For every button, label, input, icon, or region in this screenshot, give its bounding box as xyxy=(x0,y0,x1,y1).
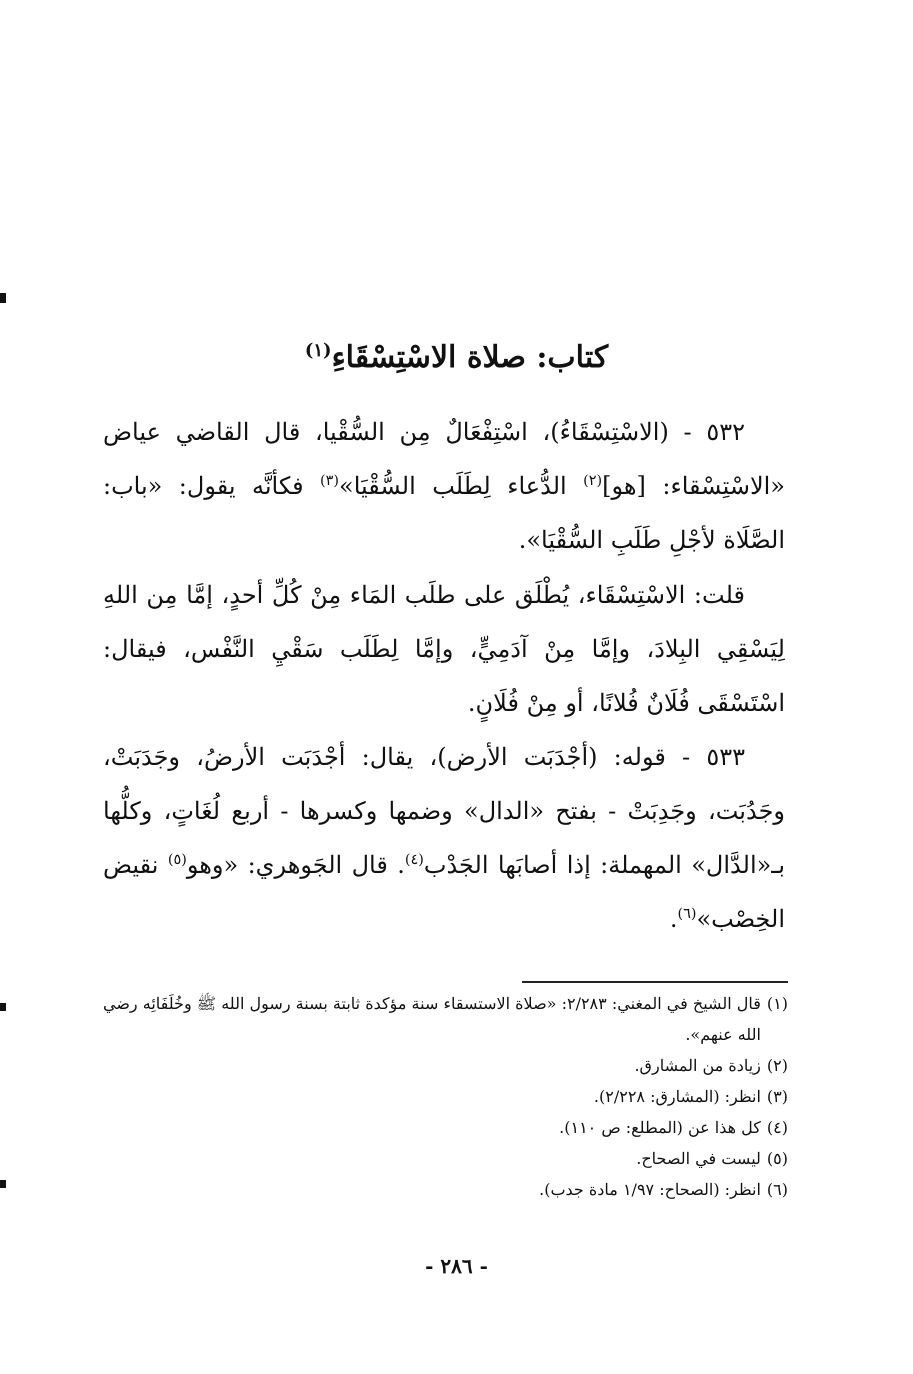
footnote-text: كل هذا عن (المطلع: ص ١١٠). xyxy=(559,1118,761,1137)
paragraph-532 xyxy=(103,405,785,567)
footnote-item xyxy=(103,988,788,1050)
page-number: - ٢٨٦ - xyxy=(425,1254,488,1278)
paragraph-text: نقيض الخِصْب» xyxy=(103,851,785,933)
footnote-number: (٥) xyxy=(766,1149,788,1168)
footnote-item xyxy=(103,1081,788,1112)
footnote-text: انظر: (المشارق: ٢/٢٢٨). xyxy=(593,1087,761,1106)
footnote-item xyxy=(103,1050,788,1081)
paragraph-text: ٥٣٢ - (الاسْتِسْقَاءُ)، اسْتِفْعَالٌ مِن السُّقْيا، قال القاضي عياض «الاسْتِسْقاء: [هو] xyxy=(103,418,785,500)
footnote-number: (٤) xyxy=(766,1118,788,1137)
chapter-title-text: كتاب: صلاة الاسْتِسْقَاءِ xyxy=(331,340,609,375)
footnote-number: (١) xyxy=(766,994,788,1013)
footnote-ref: (٣) xyxy=(320,473,340,489)
footnote-item xyxy=(103,1174,788,1205)
chapter-title xyxy=(0,336,913,380)
footnote-ref: (٥) xyxy=(167,852,187,868)
footnote-number: (٣) xyxy=(766,1087,788,1106)
paragraph-text: . قال الجَوهري: «وهو xyxy=(186,851,405,879)
footnote-divider xyxy=(522,981,788,983)
footnote-text: قال الشيخ في المغني: ٢/٢٨٣: «صلاة الاستسقاء سنة مؤكدة ثابتة بسنة رسول الله ﷺ وخُلَفَائِه رضي الله عنهم». xyxy=(103,994,761,1044)
footnote-text: زيادة من المشارق. xyxy=(634,1056,761,1075)
footnote-item xyxy=(103,1143,788,1174)
paragraph-text: . xyxy=(669,905,678,933)
footnote-item xyxy=(103,1112,788,1143)
footnote-number: (٢) xyxy=(766,1056,788,1075)
scan-edge-mark xyxy=(0,293,6,303)
paragraph-533 xyxy=(103,730,785,946)
footnote-ref: (٢) xyxy=(583,473,603,489)
footnote-ref: (١) xyxy=(304,340,332,361)
paragraph-text: فكأنَّه يقول: «باب: الصَّلَاة لأجْلِ طَلَبِ السُّقْيَا». xyxy=(103,472,785,554)
footnotes-list xyxy=(103,988,788,1205)
footnote-text: انظر: (الصحاح: ١/٩٧ مادة جدب). xyxy=(539,1180,761,1199)
footnote-ref: (٤) xyxy=(404,852,424,868)
scan-edge-mark xyxy=(0,1003,6,1011)
footnote-text: ليست في الصحاح. xyxy=(636,1149,761,1168)
paragraph-text: ٥٣٣ - قوله: (أجْدَبَت الأرض)، يقال: أجْدَبَت الأرضُ، وجَدَبَتْ، وجَدُبَت، وجَدِبَتْ - بفتح «الدال» وضمها وكسرها - أربع لُغَاتٍ، وكلُّها بـ«الدَّال» المهملة: إذا أصابَها الجَدْب xyxy=(103,743,785,879)
footnote-ref: (٦) xyxy=(677,906,697,922)
paragraph-commentary xyxy=(103,568,785,730)
footnote-number: (٦) xyxy=(766,1180,788,1199)
scan-edge-mark xyxy=(0,1180,6,1188)
paragraph-text: قلت: الاسْتِسْقَاء، يُطْلَق على طلَب المَاء مِنْ كُلِّ أحدٍ، إمَّا مِن اللهِ لِيَسْقِي البِلادَ، وإمَّا مِنْ آدَمِيٍّ، وإمَّا لِطَلَب سَقْيِ النَّفْس، فيقال: اسْتَسْقَى فُلَانٌ فُلانًا، أو مِنْ فُلَانٍ. xyxy=(103,581,785,717)
paragraph-text: الدُّعاء لِطَلَب السُّقْيَا» xyxy=(339,472,584,500)
